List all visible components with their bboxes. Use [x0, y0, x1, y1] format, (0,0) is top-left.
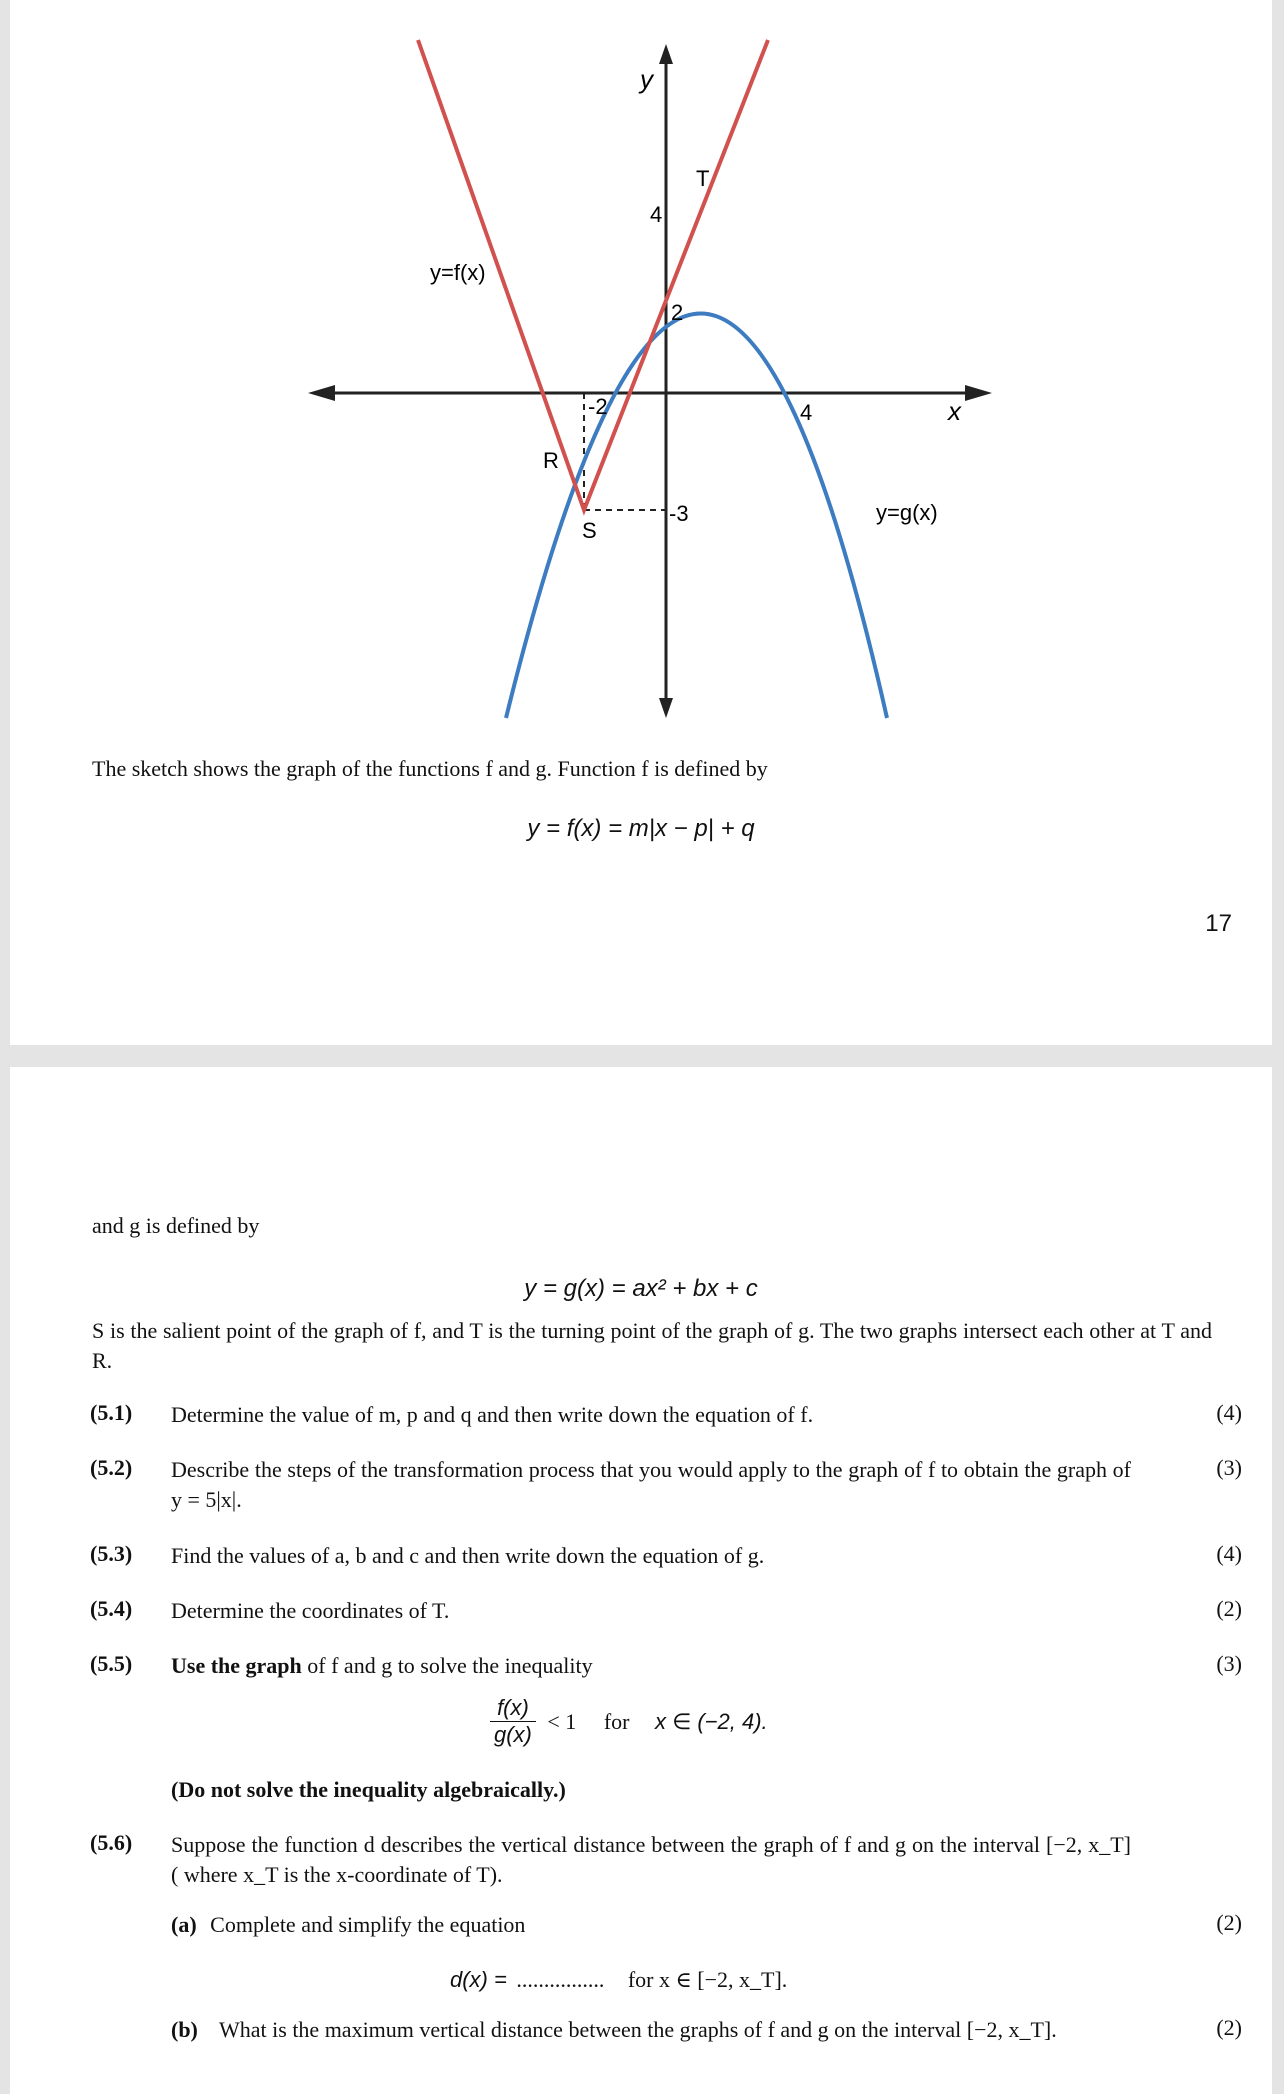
question-marks: (3) [1216, 1455, 1242, 1480]
point-S-label: S [582, 518, 597, 543]
question-text: Determine the coordinates of T. [171, 1598, 450, 1623]
question-marks: (2) [1216, 1596, 1242, 1621]
subquestion-a-marks: (2) [1216, 1910, 1242, 1935]
y-axis-down-arrow [659, 698, 673, 718]
inequality-domain: x ∈ (−2, 4). [654, 1708, 768, 1734]
subquestion-b-marks: (2) [1216, 2015, 1242, 2040]
subquestion-a [171, 1910, 1131, 1940]
question-number: (5.2) [90, 1455, 133, 1480]
description-paragraph: S is the salient point of the graph of f, and T is the turning point of the graph of g. The two graphs intersect each other at T and R. [92, 1318, 1212, 1373]
g-intro: and g is defined by [92, 1213, 260, 1238]
question-text: Suppose the function d describes the vertical distance between the graph of f and g on the interval [−2, x_T] ( where x_T is the x-coordinate of T). [171, 1832, 1131, 1887]
fraction-numerator: f(x) [490, 1695, 536, 1722]
inequality [490, 1695, 768, 1748]
subquestion-a-label: (a) [171, 1912, 197, 1937]
page-number: 17 [1205, 910, 1232, 937]
question-text: Describe the steps of the transformation process that you would apply to the graph of f to obtain the graph of y = 5|x|. [171, 1457, 1131, 1512]
intro-paragraph: The sketch shows the graph of the functions f and g. Function f is defined by [92, 756, 768, 781]
g-curve [506, 314, 887, 719]
tick-label-neg3: -3 [669, 501, 689, 526]
inequality-rest: < 1 [547, 1708, 577, 1734]
x-axis-right-arrow [965, 385, 992, 401]
subquestion-b-text: What is the maximum vertical distance between the graphs of f and g on the interval [−2, x_T]. [219, 2017, 1057, 2042]
question-text-bold: Use the graph [171, 1653, 302, 1678]
subquestion-b [171, 2015, 1131, 2045]
question-marks: (4) [1216, 1541, 1242, 1566]
y-axis-label: y [640, 64, 653, 94]
question-text: Determine the value of m, p and q and then write down the equation of f. [171, 1402, 814, 1427]
subquestion-b-label: (b) [171, 2017, 198, 2042]
d-equation [450, 1967, 787, 1993]
question-marks: (4) [1216, 1400, 1242, 1425]
tick-label-x-4: 4 [800, 400, 813, 425]
g-curve-label: y=g(x) [876, 500, 938, 525]
fraction [490, 1695, 536, 1748]
equation-g: y = g(x) = ax² + bx + c [524, 1275, 758, 1302]
d-equation-lhs: d(x) = [450, 1967, 507, 1992]
x-axis-label: x [948, 396, 961, 426]
question-number: (5.4) [90, 1596, 133, 1621]
question-number: (5.3) [90, 1541, 133, 1566]
question-number: (5.6) [90, 1830, 133, 1855]
question-number: (5.1) [90, 1400, 133, 1425]
d-domain: for x ∈ [−2, x_T]. [627, 1967, 788, 1992]
fraction-denominator: g(x) [494, 1722, 532, 1747]
x-axis-left-arrow [308, 385, 335, 401]
equation-f: y = f(x) = m|x − p| + q [527, 815, 755, 842]
subquestion-a-text: Complete and simplify the equation [210, 1912, 526, 1937]
function-graph [10, 0, 1272, 730]
for-word: for [603, 1708, 630, 1734]
tick-label-x-neg2: -2 [588, 394, 608, 419]
question-number: (5.5) [90, 1651, 133, 1676]
page-18 [10, 1067, 1272, 2094]
y-axis-up-arrow [659, 44, 673, 64]
question-text-rest: of f and g to solve the inequality [301, 1653, 593, 1678]
point-R-label: R [543, 448, 559, 473]
inequality-note: (Do not solve the inequality algebraically.) [171, 1777, 566, 1802]
tick-label-y-2: 2 [671, 300, 684, 325]
point-T-label: T [696, 166, 710, 191]
question-text [171, 1651, 1131, 1681]
f-curve-label: y=f(x) [430, 260, 486, 285]
tick-label-y-4: 4 [650, 202, 663, 227]
answer-blank: ................ [516, 1967, 605, 1992]
page-17 [10, 0, 1272, 1045]
question-text: Find the values of a, b and c and then write down the equation of g. [171, 1543, 765, 1568]
question-marks: (3) [1216, 1651, 1242, 1676]
